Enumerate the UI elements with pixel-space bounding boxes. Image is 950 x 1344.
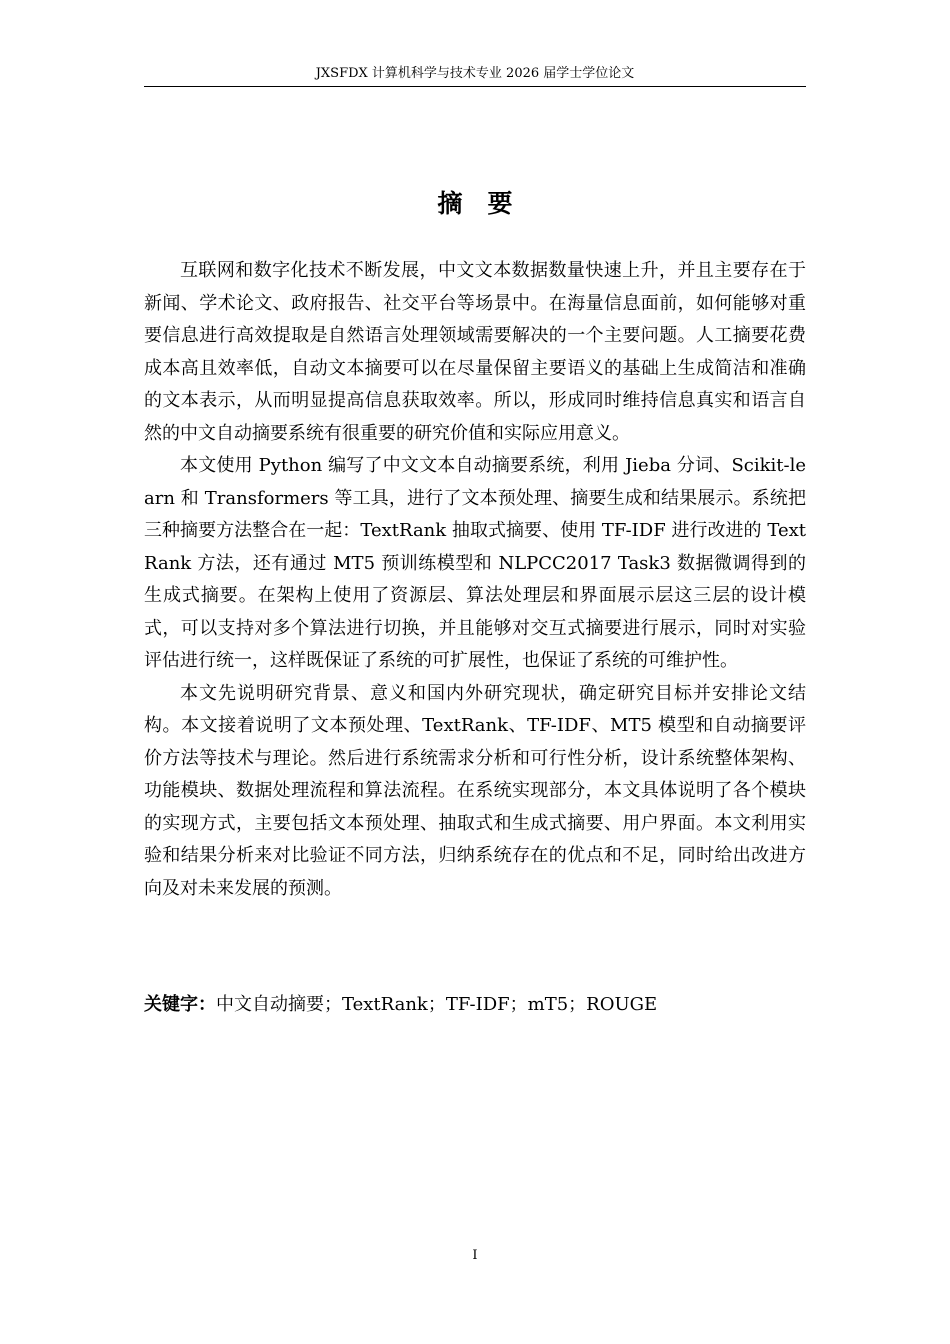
abstract-paragraph-2: 本文使用 Python 编写了中文文本自动摘要系统，利用 Jieba 分词、Scikit-learn 和 Transformers 等工具，进行了文本预处理、摘要生成和结果展示。系统把三种摘要方法整合在一起：TextRank 抽取式摘要、使用 TF-IDF 进行改进的 TextRank 方法，还有通过 MT5 预训练模型和 NLPCC2017 Task3 数据微调得到的生成式摘要。在架构上使用了资源层、算法处理层和界面展示层这三层的设计模式，可以支持对多个算法进行切换，并且能够对交互式摘要进行展示，同时对实验评估进行统一，这样既保证了系统的可扩展性，也保证了系统的可维护性。 [144, 455, 806, 671]
running-header-text: JXSFDX 计算机科学与技术专业 2026 届学士学位论文 [315, 66, 635, 81]
keywords-line [144, 989, 806, 1021]
keywords-label: 关键字： [144, 994, 216, 1015]
keywords-text: 中文自动摘要；TextRank；TF-IDF；mT5；ROUGE [216, 994, 658, 1015]
running-header [144, 64, 806, 87]
abstract-title: 摘 要 [437, 189, 513, 218]
abstract-paragraph-1: 互联网和数字化技术不断发展，中文文本数据数量快速上升，并且主要存在于新闻、学术论文、政府报告、社交平台等场景中。在海量信息面前，如何能够对重要信息进行高效提取是自然语言处理领域需要解决的一个主要问题。人工摘要花费成本高且效率低，自动文本摘要可以在尽量保留主要语义的基础上生成简洁和准确的文本表示，从而明显提高信息获取效率。所以，形成同时维持信息真实和语言自然的中文自动摘要系统有很重要的研究价值和实际应用意义。 [144, 260, 806, 444]
abstract-body [144, 255, 806, 905]
abstract-paragraph-3: 本文先说明研究背景、意义和国内外研究现状，确定研究目标并安排论文结构。本文接着说明了文本预处理、TextRank、TF-IDF、MT5 模型和自动摘要评价方法等技术与理论。然后进行系统需求分析和可行性分析，设计系统整体架构、功能模块、数据处理流程和算法流程。在系统实现部分，本文具体说明了各个模块的实现方式，主要包括文本预处理、抽取式和生成式摘要、用户界面。本文利用实验和结果分析来对比验证不同方法，归纳系统存在的优点和不足，同时给出改进方向及对未来发展的预测。 [144, 682, 806, 899]
page-number: I [472, 1248, 478, 1263]
